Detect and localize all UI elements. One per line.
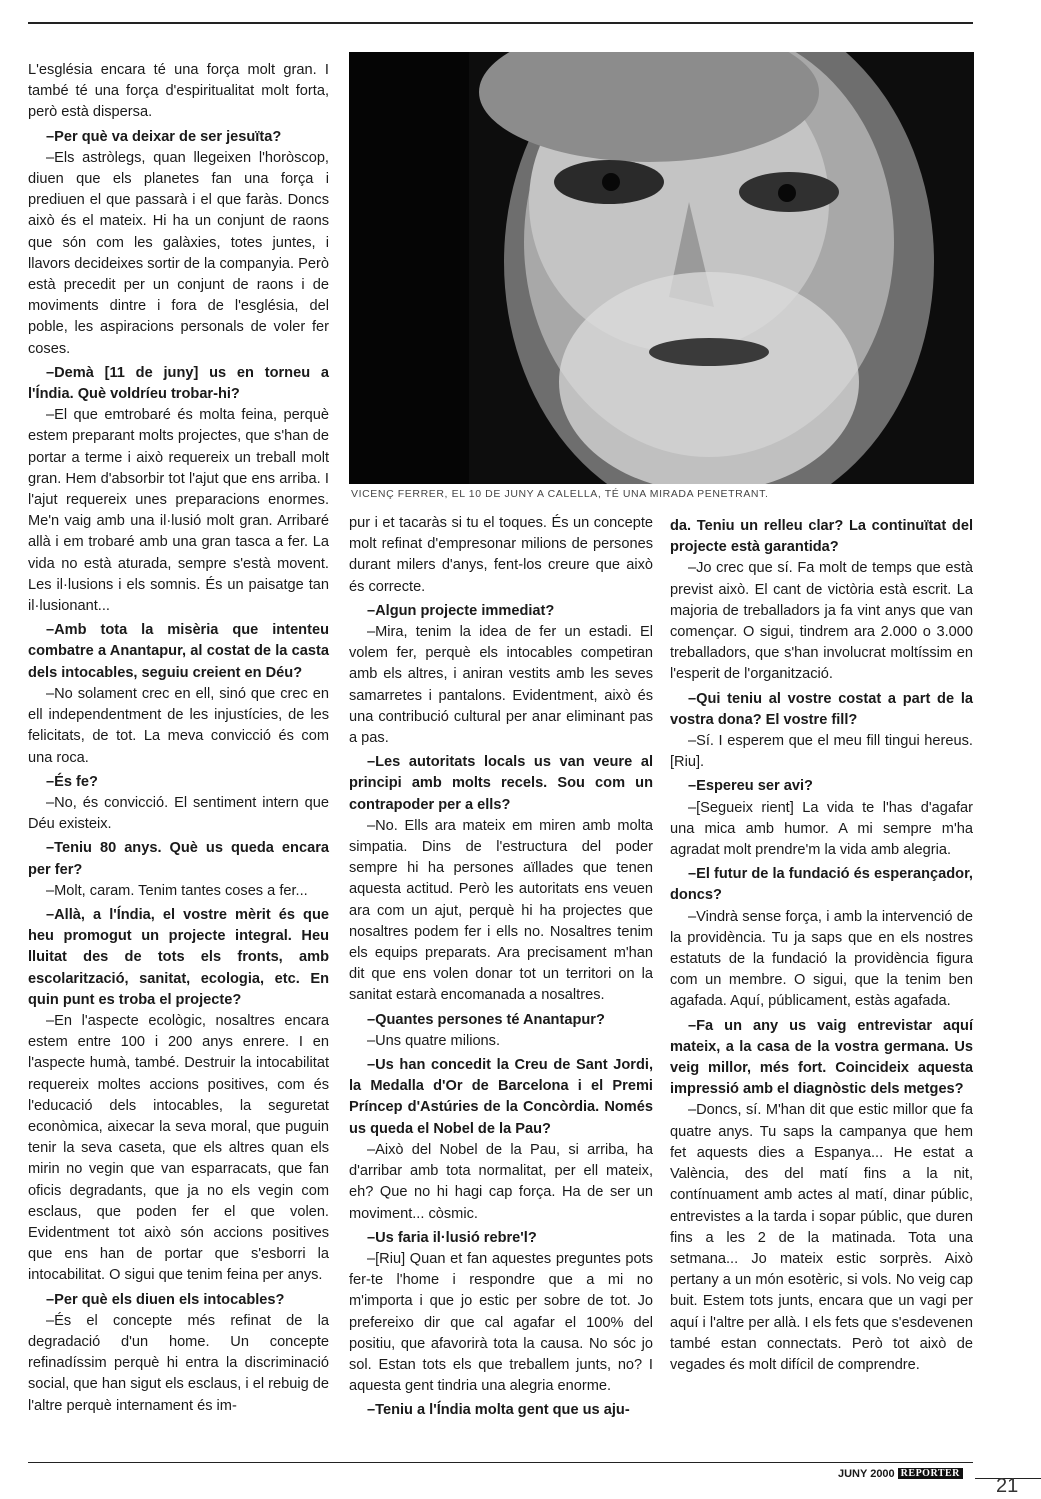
interview-question: –Algun projecte immediat? [367,602,555,619]
interview-question: da. Teniu un relleu clar? La continuïtat del projecte està garantida? [670,518,973,556]
interview-question: –Fa un any us vaig entrevistar aquí mateix, a la casa de la vostra germana. Us veig millor, més fort. Coincideix aquesta impressió amb el diagnòstic dels metges? [670,1017,973,1098]
interview-question: –Quantes persones té Anantapur? [367,1011,605,1028]
article-column-1 [28,60,329,1417]
interview-answer: –[Riu] Quan et fan aquestes preguntes pots fer-te l'home i respondre que a mi no m'importa i que jo estic per sobre de tot. Jo prefereixo dir que cal agafar el 100% del positiu, que afavorirà tota la causa. No sóc jo sol. Estan tots els que treballem junts, no? I aquesta gent tindria una alegria enorme. [349,1250,653,1395]
interview-answer: pur i et tacaràs si tu el toques. És un concepte molt refinat d'empresonar milions de persones durant milers d'anys, fent-los creure que això és correcte. [349,515,653,595]
footer-issue-date: JUNY 2000 [838,1467,895,1480]
interview-answer: –[Segueix rient] La vida te l'has d'agafar una mica amb humor. A mi sempre m'ha agradat molt prendre'm la vida amb alegria. [670,799,973,859]
interview-answer: –No solament crec en ell, sinó que crec en ell independentment de les injustícies, de les felicitats, de tot. La meva convicció és com una roca. [28,685,329,766]
interview-question: –Qui teniu al vostre costat a part de la vostra dona? El vostre fill? [670,690,973,728]
interview-question: –Amb tota la misèria que intenteu combatre a Anantapur, al costat de la casta dels intocables, seguiu creient en Déu? [28,622,329,681]
interview-answer: –Mira, tenim la idea de fer un estadi. El volem fer, perquè els intocables competiran amb els altres, i aniran vestits amb les seves samarretes i pantalons. Evidentment, això és una contribució cultural per anar eliminant pas a pas. [349,624,653,747]
magazine-logo: REPORTER [898,1468,963,1479]
interview-answer: –Els astròlegs, quan llegeixen l'horòscop, diuen que els planetes fan una força i prediuen el que passarà i el que faràs. Doncs això és el mateix. Hi ha un conjunt de raons que són com les galàxies, totes juntes, i llavors decideixes sortir de la companyia. Però està precedit per un conjunt de raons i de moviments dintre i fora de l'església, del poble, les aspiracions personals de voler fer coses. [28,149,329,357]
top-rule [28,22,973,24]
interview-answer: –Sí. I esperem que el meu fill tingui hereus. [Riu]. [670,733,973,771]
interview-answer: –No, és convicció. El sentiment intern que Déu existeix. [28,794,329,833]
interview-question: –Demà [11 de juny] us en torneu a l'Índia. Què voldríeu trobar-hi? [28,364,329,403]
interview-question: –Les autoritats locals us van veure al principi amb molts recels. Sou com un contrapoder per a ells? [349,754,653,813]
interview-answer: –El que emtrobaré és molta feina, perquè estem preparant molts projectes, que s'han de portar a terme i això requereix un treball molt gran. Hem d'absorbir tot l'ajut que ens arriba. I l'ajut requereix unes preparacions enormes. Me'n vaig amb una il·lusió molt gran. Arribaré allà i em trobaré amb una gran tasca a fer. La vida no està aturada, sempre s'està movent. Les il·lusions i els somnis. És un paisatge tan il·lusionant... [28,407,329,615]
interview-question: –Teniu a l'Índia molta gent que us aju- [367,1402,630,1419]
interview-question: –És fe? [46,773,98,790]
interview-question: –Allà, a l'Índia, el vostre mèrit és que heu promogut un projecte integral. Heu lluitat des de tots els fronts, amb escolarització, sanitat, ecologia, etc. En quin punt es troba el projecte? [28,906,329,1008]
interview-answer: L'església encara té una força molt gran. I també té una força d'espiritualitat molt forta, però està dispersa. [28,62,329,121]
interview-question: –Per què els diuen els intocables? [46,1291,285,1308]
interview-question: –Per què va deixar de ser jesuïta? [46,128,282,145]
interview-answer: –Jo crec que sí. Fa molt de temps que està previst això. El cant de victòria està escrit. La majoria de treballadors ja fa vint anys que van començar. O sigui, tindrem ara 2.000 o 3.000 treballadors, que s'han involucrat moltíssim en l'esperit de l'organització. [670,560,973,683]
footer-issue [838,1466,963,1481]
portrait-photo [349,52,974,484]
interview-answer: –En l'aspecte ecològic, nosaltres encara estem entre 100 i 200 anys enrere. I en l'aspecte humà, també. Destruir la intocabilitat requereix moltes accions positives, com és l'educació dels intocables, la seguretat econòmica, aixecar la seva moral, que puguin tenir la seva caseta, que els altres quan els mirin no vegin que van esparracats, que fan oficis degradants, que ja no els vegin com esclaus, que poden fer el que volen. Evidentment tot això són accions positives que ens han de portar que s'esborri la intocabilitat. O sigui que tenim feina per anys. [28,1012,329,1284]
interview-answer: –Vindrà sense força, i amb la intervenció de la providència. Tu ja saps que en els nostres estatuts de la fundació la providència figura com un membre. O sigui, que la tenim ben agafada. Aquí, públicament, estàs agafada. [670,908,973,1010]
interview-answer: –Doncs, sí. M'han dit que estic millor que fa quatre anys. Tu saps la campanya que hem fet aquests dies a Espanya... He estat a València, des del matí fins a la nit, contínuament amb actes al matí, dinar públic, entrevistes a la tarda i sopar públic, que duren fins a les 2 de la matinada. Tota una setmana... Jo mateix estic sorprès. Això pertany a un món esotèric, si vols. No veig cap buit. Estem tots junts, encara que un vagi per aquí i l'altre per allà. I els fets que s'esdevenen també estan connectats. Però tot això de vegades és molt difícil de comprendre. [670,1102,973,1373]
interview-question: –Teniu 80 anys. Què us queda encara per fer? [28,840,329,878]
interview-question: –Us han concedit la Creu de Sant Jordi, la Medalla d'Or de Barcelona i el Premi Príncep d'Astúries de la Concòrdia. Només us queda el Nobel de la Pau? [349,1057,653,1137]
interview-answer: –Uns quatre milions. [367,1032,501,1049]
bottom-rule [28,1462,973,1463]
article-column-2 [349,513,653,1422]
interview-question: –El futur de la fundació és esperançador, doncs? [670,866,973,904]
interview-answer: –Això del Nobel de la Pau, si arriba, ha d'arribar amb tota normalitat, per ell mateix, eh? Que no hi hagi cap força. Ha de ser un moviment... còsmic. [349,1141,653,1222]
interview-answer: –Molt, caram. Tenim tantes coses a fer... [46,882,308,899]
interview-question: –Espereu ser avi? [688,778,813,795]
interview-answer: –No. Ells ara mateix em miren amb molta simpatia. Dins de l'estructura del poder sempre hi ha persones aïllades que tenen aquesta actitud. Però les autoritats ens veuen ara com un ajut, perquè hi ha projectes que nosaltres podem fer i ells no. Nosaltres tenim els equips preparats. Ara precisament m'han dit que ens volen donar tot un territori on la sanitat estarà encomanada a nosaltres. [349,817,653,1004]
interview-question: –Us faria il·lusió rebre'l? [367,1229,537,1246]
article-column-3 [670,513,973,1376]
page-number: 21 [996,1475,1019,1497]
interview-answer: –És el concepte més refinat de la degradació d'un home. Un concepte refinadíssim perquè hi entra la discriminació social, que han sigut els esclaus, i el rebuig de l'altre perquè internament és im- [28,1312,329,1414]
photo-caption: VICENÇ FERRER, EL 10 DE JUNY A CALELLA, TÉ UNA MIRADA PENETRANT. [351,488,769,500]
